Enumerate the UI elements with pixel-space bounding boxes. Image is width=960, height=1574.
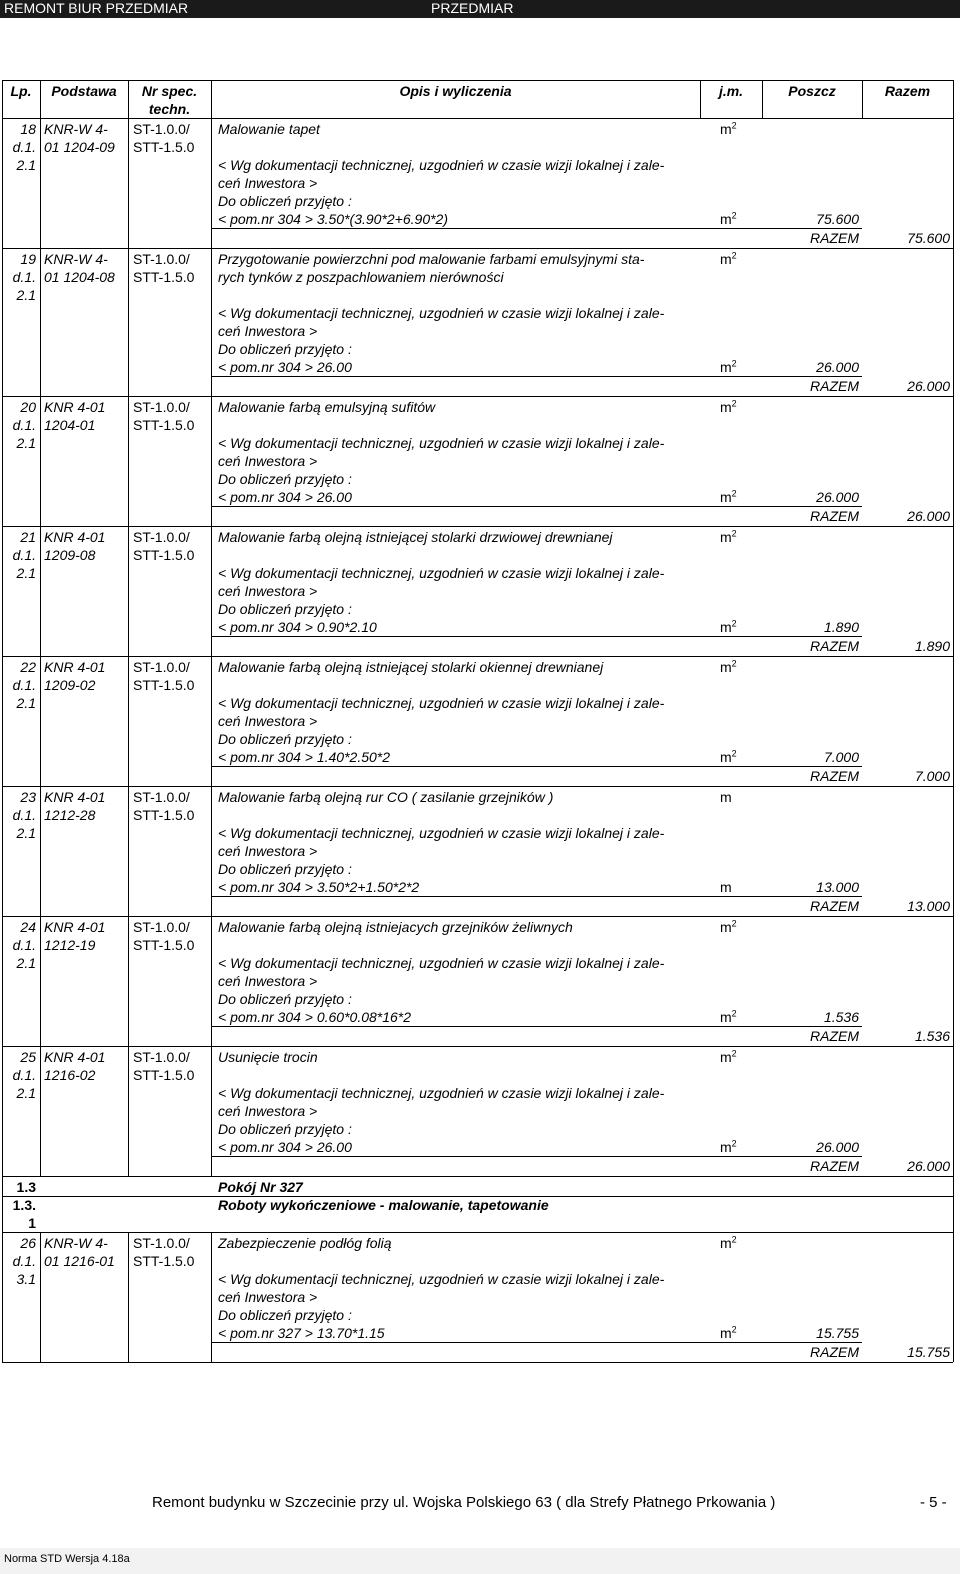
entry-unit (720, 658, 737, 676)
section-lp: 1.3 (16, 1179, 36, 1195)
entry-razem-label: RAZEM (810, 1344, 859, 1360)
unit-exponent: 2 (731, 1008, 737, 1019)
entry-unit (720, 120, 737, 138)
table-top-rule (2, 80, 953, 81)
col-header-podstawa: Podstawa (51, 83, 117, 99)
column-rule (40, 1232, 41, 1362)
entry-note: ceń Inwestora > (218, 323, 318, 339)
entry-title: Malowanie tapet (218, 121, 320, 137)
entry-lp: 21 (20, 529, 36, 545)
entry-note: Do obliczeń przyjęto : (218, 1307, 352, 1323)
column-rule (700, 80, 701, 118)
entry-formula: < pom.nr 304 > 26.00 (218, 359, 352, 375)
entry-razem: 13.000 (907, 898, 950, 914)
unit-symbol: m (720, 1325, 732, 1341)
entry-note: Do obliczeń przyjęto : (218, 601, 352, 617)
entry-lp: 20 (20, 399, 36, 415)
entry-spec: STT-1.5.0 (133, 677, 195, 693)
unit-symbol: m (720, 619, 732, 635)
entry-note: Do obliczeń przyjęto : (218, 1121, 352, 1137)
entry-podstawa: 1204-01 (44, 417, 96, 433)
entry-formula: < pom.nr 304 > 3.50*(3.90*2+6.90*2) (218, 211, 449, 227)
entry-razem: 15.755 (907, 1344, 950, 1360)
entry-title: Malowanie farbą olejną rur CO ( zasilanie grzejników ) (218, 789, 554, 805)
unit-symbol: m (720, 659, 732, 675)
entry-poszcz: 1.890 (823, 619, 859, 635)
entry-bottom-rule (2, 786, 953, 787)
entry-formula-unit (720, 878, 732, 896)
entry-spec: ST-1.0.0/ (133, 919, 190, 935)
unit-symbol: m (720, 1139, 732, 1155)
entry-poszcz: 13.000 (816, 879, 859, 895)
entry-podstawa: 01 1216-01 (44, 1253, 115, 1269)
entry-formula: < pom.nr 304 > 26.00 (218, 1139, 352, 1155)
norma-bar (0, 1548, 960, 1574)
column-rule (953, 1232, 954, 1362)
entry-lp: 2.1 (16, 565, 36, 581)
entry-lp: 23 (20, 789, 36, 805)
unit-exponent: 2 (731, 488, 737, 499)
entry-unit (720, 528, 737, 546)
col-header-nr-spec: Nr spec. (141, 83, 198, 99)
entry-lp: 2.1 (16, 955, 36, 971)
entry-bottom-rule (2, 916, 953, 917)
entry-lp: d.1. (12, 1067, 36, 1083)
entry-lp: d.1. (12, 677, 36, 693)
entry-note: Do obliczeń przyjęto : (218, 861, 352, 877)
entry-lp: 19 (20, 251, 36, 267)
section-lp: 1.3. (12, 1197, 36, 1213)
entry-razem-label: RAZEM (810, 1028, 859, 1044)
unit-symbol: m (720, 1009, 732, 1025)
unit-symbol: m (720, 749, 732, 765)
unit-exponent: 2 (731, 1048, 737, 1059)
footer-page: - 5 - (920, 1494, 947, 1511)
column-rule (953, 80, 954, 1176)
unit-symbol: m (720, 121, 732, 137)
entry-title: Przygotowanie powierzchni pod malowanie farbami emulsyjnymi sta- (218, 251, 645, 267)
entry-razem: 1.536 (914, 1028, 950, 1044)
col-header-techn: techn. (148, 101, 191, 117)
entry-spec: ST-1.0.0/ (133, 251, 190, 267)
entry-lp: 2.1 (16, 287, 36, 303)
entry-lp: 18 (20, 121, 36, 137)
column-rule (2, 80, 3, 1176)
entry-unit (720, 1234, 737, 1252)
entry-note: ceń Inwestora > (218, 843, 318, 859)
entry-lp: 26 (20, 1235, 36, 1251)
section-rule (2, 1232, 953, 1233)
entry-podstawa: 1216-02 (44, 1067, 96, 1083)
entry-formula-unit (720, 1324, 737, 1342)
entry-podstawa: KNR 4-01 (44, 1049, 106, 1065)
unit-exponent: 2 (731, 210, 737, 221)
entry-podstawa: KNR 4-01 (44, 529, 106, 545)
unit-exponent: 2 (731, 1234, 737, 1245)
entry-spec: STT-1.5.0 (133, 547, 195, 563)
unit-exponent: 2 (731, 1324, 737, 1335)
entry-unit (720, 1048, 737, 1066)
unit-symbol: m (720, 489, 732, 505)
entry-poszcz: 26.000 (816, 489, 859, 505)
entry-spec: ST-1.0.0/ (133, 121, 190, 137)
entry-poszcz: 15.755 (816, 1325, 859, 1341)
entry-lp: 2.1 (16, 695, 36, 711)
entry-lp: d.1. (12, 1253, 36, 1269)
entry-note: < Wg dokumentacji technicznej, uzgodnień w czasie wizji lokalnej i zale- (218, 305, 665, 321)
entry-razem: 26.000 (907, 1158, 950, 1174)
entry-podstawa: 1209-08 (44, 547, 96, 563)
entry-podstawa: 1209-02 (44, 677, 96, 693)
entry-podstawa: 1212-28 (44, 807, 96, 823)
entry-lp: d.1. (12, 417, 36, 433)
entry-title: Malowanie farbą olejną istniejącej stolarki drzwiowej drewnianej (218, 529, 613, 545)
column-rule (128, 1232, 129, 1362)
col-header-opis: Opis i wyliczenia (399, 83, 512, 99)
entry-spec: STT-1.5.0 (133, 807, 195, 823)
col-header-poszcz: Poszcz (788, 83, 836, 99)
entry-lp: d.1. (12, 547, 36, 563)
unit-exponent: 2 (731, 1138, 737, 1149)
unit-symbol: m (720, 1049, 732, 1065)
entry-razem-label: RAZEM (810, 230, 859, 246)
entry-note: Do obliczeń przyjęto : (218, 991, 352, 1007)
entry-note: < Wg dokumentacji technicznej, uzgodnień w czasie wizji lokalnej i zale- (218, 825, 665, 841)
entry-formula-unit (720, 1138, 737, 1156)
entry-podstawa: KNR 4-01 (44, 919, 106, 935)
norma-version: Norma STD Wersja 4.18a (4, 1553, 130, 1565)
column-rule (211, 80, 212, 1176)
entry-razem-label: RAZEM (810, 378, 859, 394)
entry-formula: < pom.nr 304 > 26.00 (218, 489, 352, 505)
entry-lp: 22 (20, 659, 36, 675)
entry-note: Do obliczeń przyjęto : (218, 471, 352, 487)
entry-spec: STT-1.5.0 (133, 1253, 195, 1269)
entry-bottom-rule (2, 1046, 953, 1047)
entry-podstawa: 01 1204-08 (44, 269, 115, 285)
entry-podstawa: 01 1204-09 (44, 139, 115, 155)
entry-podstawa: KNR-W 4- (44, 1235, 108, 1251)
entry-spec: ST-1.0.0/ (133, 529, 190, 545)
entry-razem-label: RAZEM (810, 768, 859, 784)
entry-note: < Wg dokumentacji technicznej, uzgodnień w czasie wizji lokalnej i zale- (218, 435, 665, 451)
entry-lp: 3.1 (16, 1271, 36, 1287)
entry-razem-label: RAZEM (810, 1158, 859, 1174)
col-header-lp: Lp. (10, 83, 32, 99)
entry-bottom-rule (2, 1176, 953, 1177)
column-rule (762, 80, 763, 118)
col-header-razem: Razem (884, 83, 931, 99)
footer-text: Remont budynku w Szczecinie przy ul. Wojska Polskiego 63 ( dla Strefy Płatnego Prkowania ) (152, 1494, 776, 1511)
entry-note: < Wg dokumentacji technicznej, uzgodnień w czasie wizji lokalnej i zale- (218, 955, 665, 971)
column-rule (40, 80, 41, 1176)
entry-lp: 2.1 (16, 1085, 36, 1101)
entry-title: Usunięcie trocin (218, 1049, 318, 1065)
entry-spec: ST-1.0.0/ (133, 789, 190, 805)
entry-lp: 24 (20, 919, 36, 935)
entry-formula-unit (720, 488, 737, 506)
header-center: PRZEDMIAR (431, 0, 514, 16)
entry-poszcz: 7.000 (823, 749, 859, 765)
entry-note: ceń Inwestora > (218, 713, 318, 729)
col-header-jm: j.m. (718, 83, 744, 99)
entry-note: ceń Inwestora > (218, 1289, 318, 1305)
entry-note: < Wg dokumentacji technicznej, uzgodnień w czasie wizji lokalnej i zale- (218, 565, 665, 581)
entry-formula: < pom.nr 304 > 3.50*2+1.50*2*2 (218, 879, 420, 895)
header-bottom-rule (2, 118, 953, 119)
unit-exponent: 2 (731, 358, 737, 369)
entry-lp: 2.1 (16, 435, 36, 451)
header-left: REMONT BIUR PRZEDMIAR (4, 0, 189, 16)
entry-lp: d.1. (12, 269, 36, 285)
entry-spec: STT-1.5.0 (133, 139, 195, 155)
unit-symbol: m (720, 1235, 732, 1251)
entry-title: Malowanie farbą olejną istniejącej stolarki okiennej drewnianej (218, 659, 604, 675)
entry-bottom-rule (2, 526, 953, 527)
entry-lp: 25 (20, 1049, 36, 1065)
section-lp: 1 (28, 1215, 36, 1231)
unit-symbol: m (720, 879, 732, 895)
unit-exponent: 2 (731, 250, 737, 261)
entry-title: rych tynków z poszpachlowaniem nierówności (218, 269, 504, 285)
entry-note: < Wg dokumentacji technicznej, uzgodnień w czasie wizji lokalnej i zale- (218, 1271, 665, 1287)
entry-spec: STT-1.5.0 (133, 417, 195, 433)
entry-formula-unit (720, 748, 737, 766)
entry-podstawa: KNR 4-01 (44, 399, 106, 415)
unit-exponent: 2 (731, 658, 737, 669)
column-rule (862, 80, 863, 118)
section-title: Pokój Nr 327 (218, 1179, 303, 1195)
entry-poszcz: 1.536 (823, 1009, 859, 1025)
unit-exponent: 2 (731, 618, 737, 629)
unit-symbol: m (720, 789, 732, 805)
unit-exponent: 2 (731, 918, 737, 929)
entry-podstawa: KNR-W 4- (44, 251, 108, 267)
entry-podstawa: KNR 4-01 (44, 789, 106, 805)
entry-formula: < pom.nr 304 > 1.40*2.50*2 (218, 749, 391, 765)
entry-razem: 1.890 (914, 638, 950, 654)
entry-razem: 26.000 (907, 508, 950, 524)
entry-formula-unit (720, 1008, 737, 1026)
entry-spec: STT-1.5.0 (133, 269, 195, 285)
entry-formula: < pom.nr 304 > 0.90*2.10 (218, 619, 377, 635)
entry-note: ceń Inwestora > (218, 973, 318, 989)
entry-lp: 2.1 (16, 157, 36, 173)
unit-symbol: m (720, 399, 732, 415)
entry-note: Do obliczeń przyjęto : (218, 731, 352, 747)
entry-lp: 2.1 (16, 825, 36, 841)
entry-note: ceń Inwestora > (218, 1103, 318, 1119)
entry-spec: ST-1.0.0/ (133, 399, 190, 415)
entry-spec: ST-1.0.0/ (133, 1049, 190, 1065)
entry-note: ceń Inwestora > (218, 583, 318, 599)
unit-symbol: m (720, 529, 732, 545)
entry-note: ceń Inwestora > (218, 453, 318, 469)
unit-exponent: 2 (731, 120, 737, 131)
unit-exponent: 2 (731, 528, 737, 539)
unit-symbol: m (720, 211, 732, 227)
entry-bottom-rule (2, 248, 953, 249)
entry-poszcz: 26.000 (816, 1139, 859, 1155)
entry-title: Malowanie farbą olejną istniejacych grzejników żeliwnych (218, 919, 573, 935)
entry-formula-unit (720, 210, 737, 228)
entry-unit (720, 918, 737, 936)
entry-note: Do obliczeń przyjęto : (218, 341, 352, 357)
unit-symbol: m (720, 919, 732, 935)
entry-spec: STT-1.5.0 (133, 937, 195, 953)
entry-title: Zabezpieczenie podłóg folią (218, 1235, 392, 1251)
entry-formula-unit (720, 358, 737, 376)
entry-razem: 7.000 (914, 768, 950, 784)
column-rule (128, 80, 129, 1176)
entry-spec: ST-1.0.0/ (133, 659, 190, 675)
entry-poszcz: 75.600 (816, 211, 859, 227)
entry-bottom-rule (2, 1362, 953, 1363)
unit-exponent: 2 (731, 748, 737, 759)
entry-bottom-rule (2, 396, 953, 397)
entry-formula: < pom.nr 327 > 13.70*1.15 (218, 1325, 385, 1341)
entry-razem-label: RAZEM (810, 898, 859, 914)
unit-exponent: 2 (731, 398, 737, 409)
entry-podstawa: 1212-19 (44, 937, 96, 953)
entry-podstawa: KNR-W 4- (44, 121, 108, 137)
entry-note: Do obliczeń przyjęto : (218, 193, 352, 209)
entry-razem-label: RAZEM (810, 508, 859, 524)
entry-razem-label: RAZEM (810, 638, 859, 654)
entry-spec: ST-1.0.0/ (133, 1235, 190, 1251)
entry-lp: d.1. (12, 937, 36, 953)
entry-note: < Wg dokumentacji technicznej, uzgodnień w czasie wizji lokalnej i zale- (218, 695, 665, 711)
unit-symbol: m (720, 359, 732, 375)
entry-unit (720, 250, 737, 268)
entry-note: < Wg dokumentacji technicznej, uzgodnień w czasie wizji lokalnej i zale- (218, 157, 665, 173)
column-rule (2, 1232, 3, 1362)
entry-title: Malowanie farbą emulsyjną sufitów (218, 399, 436, 415)
unit-symbol: m (720, 251, 732, 267)
entry-poszcz: 26.000 (816, 359, 859, 375)
entry-formula-unit (720, 618, 737, 636)
entry-unit (720, 398, 737, 416)
section-title: Roboty wykończeniowe - malowanie, tapetowanie (218, 1197, 549, 1213)
entry-bottom-rule (2, 656, 953, 657)
entry-lp: d.1. (12, 139, 36, 155)
entry-razem: 75.600 (907, 230, 950, 246)
column-rule (211, 1232, 212, 1362)
entry-formula: < pom.nr 304 > 0.60*0.08*16*2 (218, 1009, 412, 1025)
entry-lp: d.1. (12, 807, 36, 823)
entry-note: ceń Inwestora > (218, 175, 318, 191)
column-rule (2, 1176, 3, 1232)
entry-podstawa: KNR 4-01 (44, 659, 106, 675)
entry-note: < Wg dokumentacji technicznej, uzgodnień w czasie wizji lokalnej i zale- (218, 1085, 665, 1101)
entry-unit (720, 788, 732, 806)
entry-spec: STT-1.5.0 (133, 1067, 195, 1083)
column-rule (953, 1176, 954, 1232)
entry-razem: 26.000 (907, 378, 950, 394)
